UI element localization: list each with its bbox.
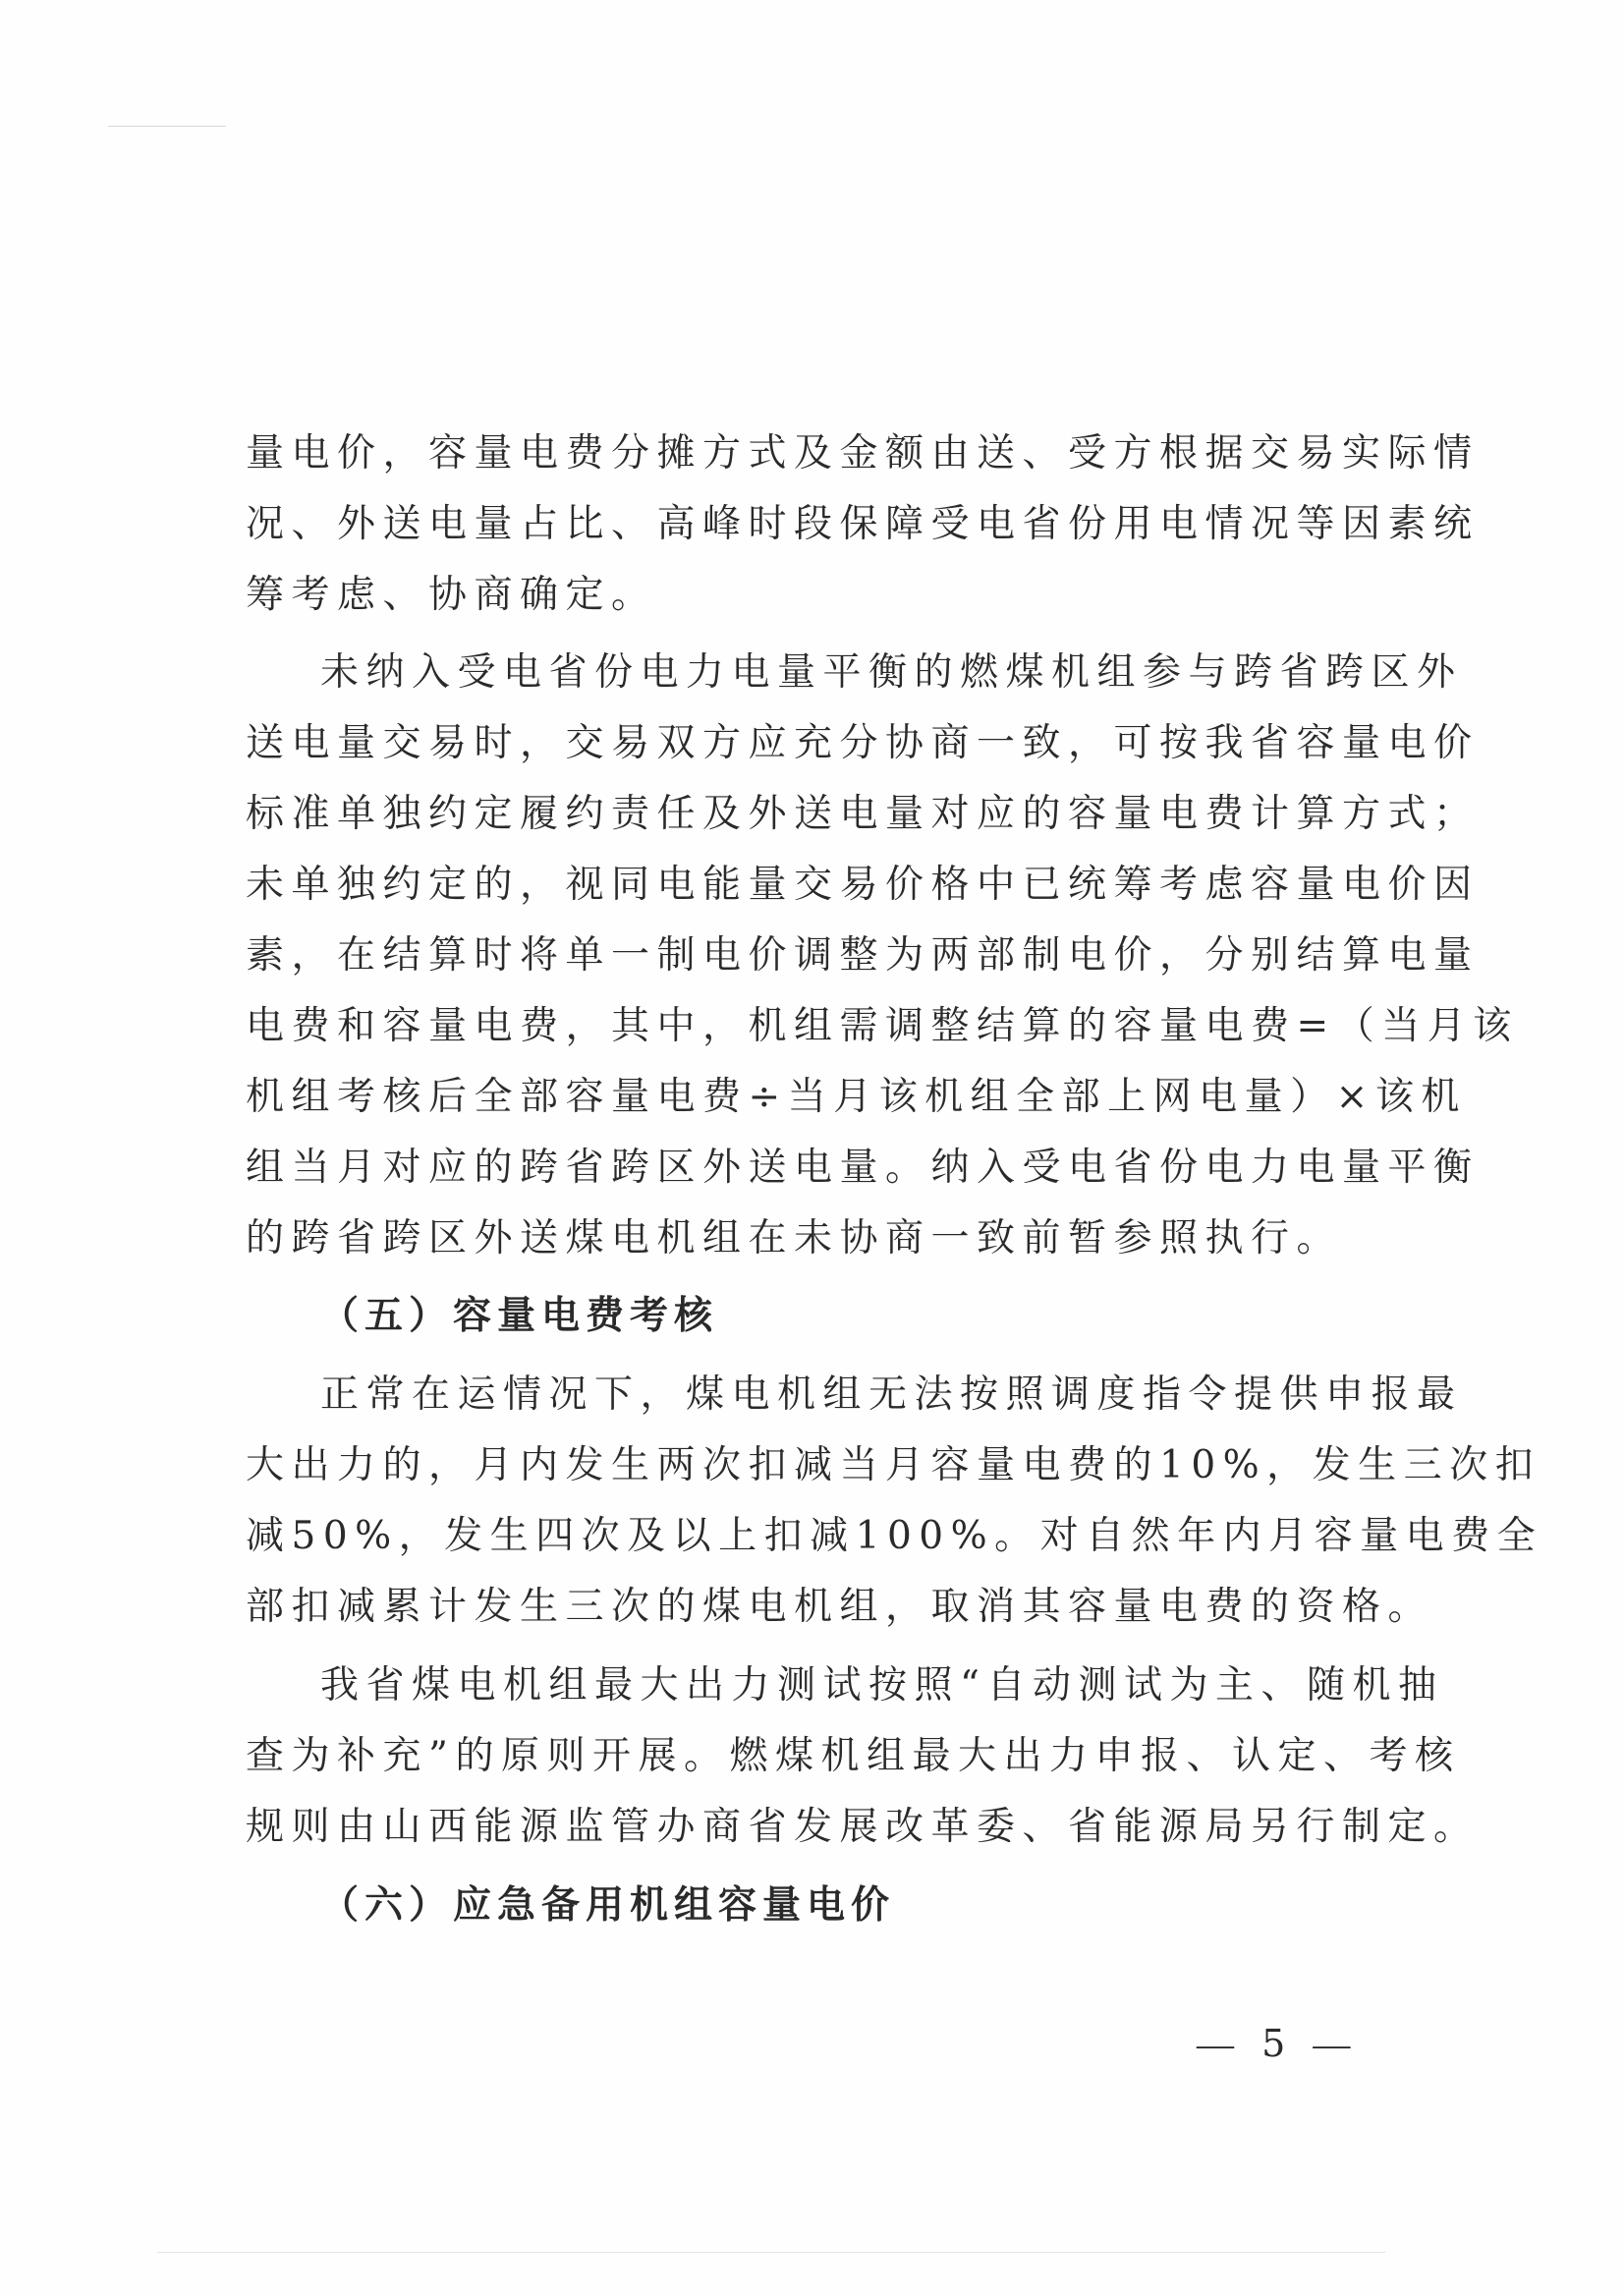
body-line: 查为补充”的原则开展。燃煤机组最大出力申报、认定、考核 (246, 1734, 1461, 1778)
body-line: 标准单独约定履约责任及外送电量对应的容量电费计算方式； (246, 792, 1480, 836)
body-line: 筹考虑、协商确定。 (246, 573, 657, 617)
body-line: 大出力的，月内发生两次扣减当月容量电费的10%，发生三次扣 (246, 1443, 1541, 1487)
body-line: 送电量交易时，交易双方应充分协商一致，可按我省容量电价 (246, 721, 1480, 765)
section-heading: （六）应急备用机组容量电价 (320, 1883, 896, 1928)
page-number-value: 5 (1261, 2022, 1294, 2065)
body-line: 机组考核后全部容量电费÷当月该机组全部上网电量）×该机 (246, 1075, 1467, 1119)
paragraph-first-line: 我省煤电机组最大出力测试按照“自动测试为主、随机抽 (320, 1663, 1444, 1708)
body-line: 减50%，发生四次及以上扣减100%。对自然年内月容量电费全 (246, 1514, 1543, 1558)
body-line: 部扣减累计发生三次的煤电机组，取消其容量电费的资格。 (246, 1585, 1434, 1629)
body-line: 的跨省跨区外送煤电机组在未协商一致前暂参照执行。 (246, 1216, 1343, 1260)
section-heading: （五）容量电费考核 (320, 1294, 719, 1338)
body-line: 未单独约定的，视同电能量交易价格中已统筹考虑容量电价因 (246, 863, 1480, 907)
body-line: 量电价，容量电费分摊方式及金额由送、受方根据交易实际情 (246, 431, 1480, 476)
page-number-dash-right: — (1313, 2024, 1359, 2065)
body-line: 电费和容量电费，其中，机组需调整结算的容量电费=（当月该 (246, 1004, 1519, 1048)
paragraph-first-line: 正常在运情况下，煤电机组无法按照调度指令提供申报最 (320, 1372, 1463, 1417)
page-number-dash-left: — (1197, 2024, 1242, 2065)
scan-artifact-bottom (157, 2252, 1385, 2253)
paragraph-first-line: 未纳入受电省份电力电量平衡的燃煤机组参与跨省跨区外 (320, 650, 1463, 695)
scan-artifact-top (108, 126, 226, 127)
page-number (1197, 2022, 1358, 2066)
body-line: 规则由山西能源监管办商省发展改革委、省能源局另行制定。 (246, 1805, 1480, 1849)
body-line: 素，在结算时将单一制电价调整为两部制电价，分别结算电量 (246, 933, 1480, 978)
body-line: 组当月对应的跨省跨区外送电量。纳入受电省份电力电量平衡 (246, 1146, 1480, 1190)
body-line: 况、外送电量占比、高峰时段保障受电省份用电情况等因素统 (246, 502, 1480, 546)
